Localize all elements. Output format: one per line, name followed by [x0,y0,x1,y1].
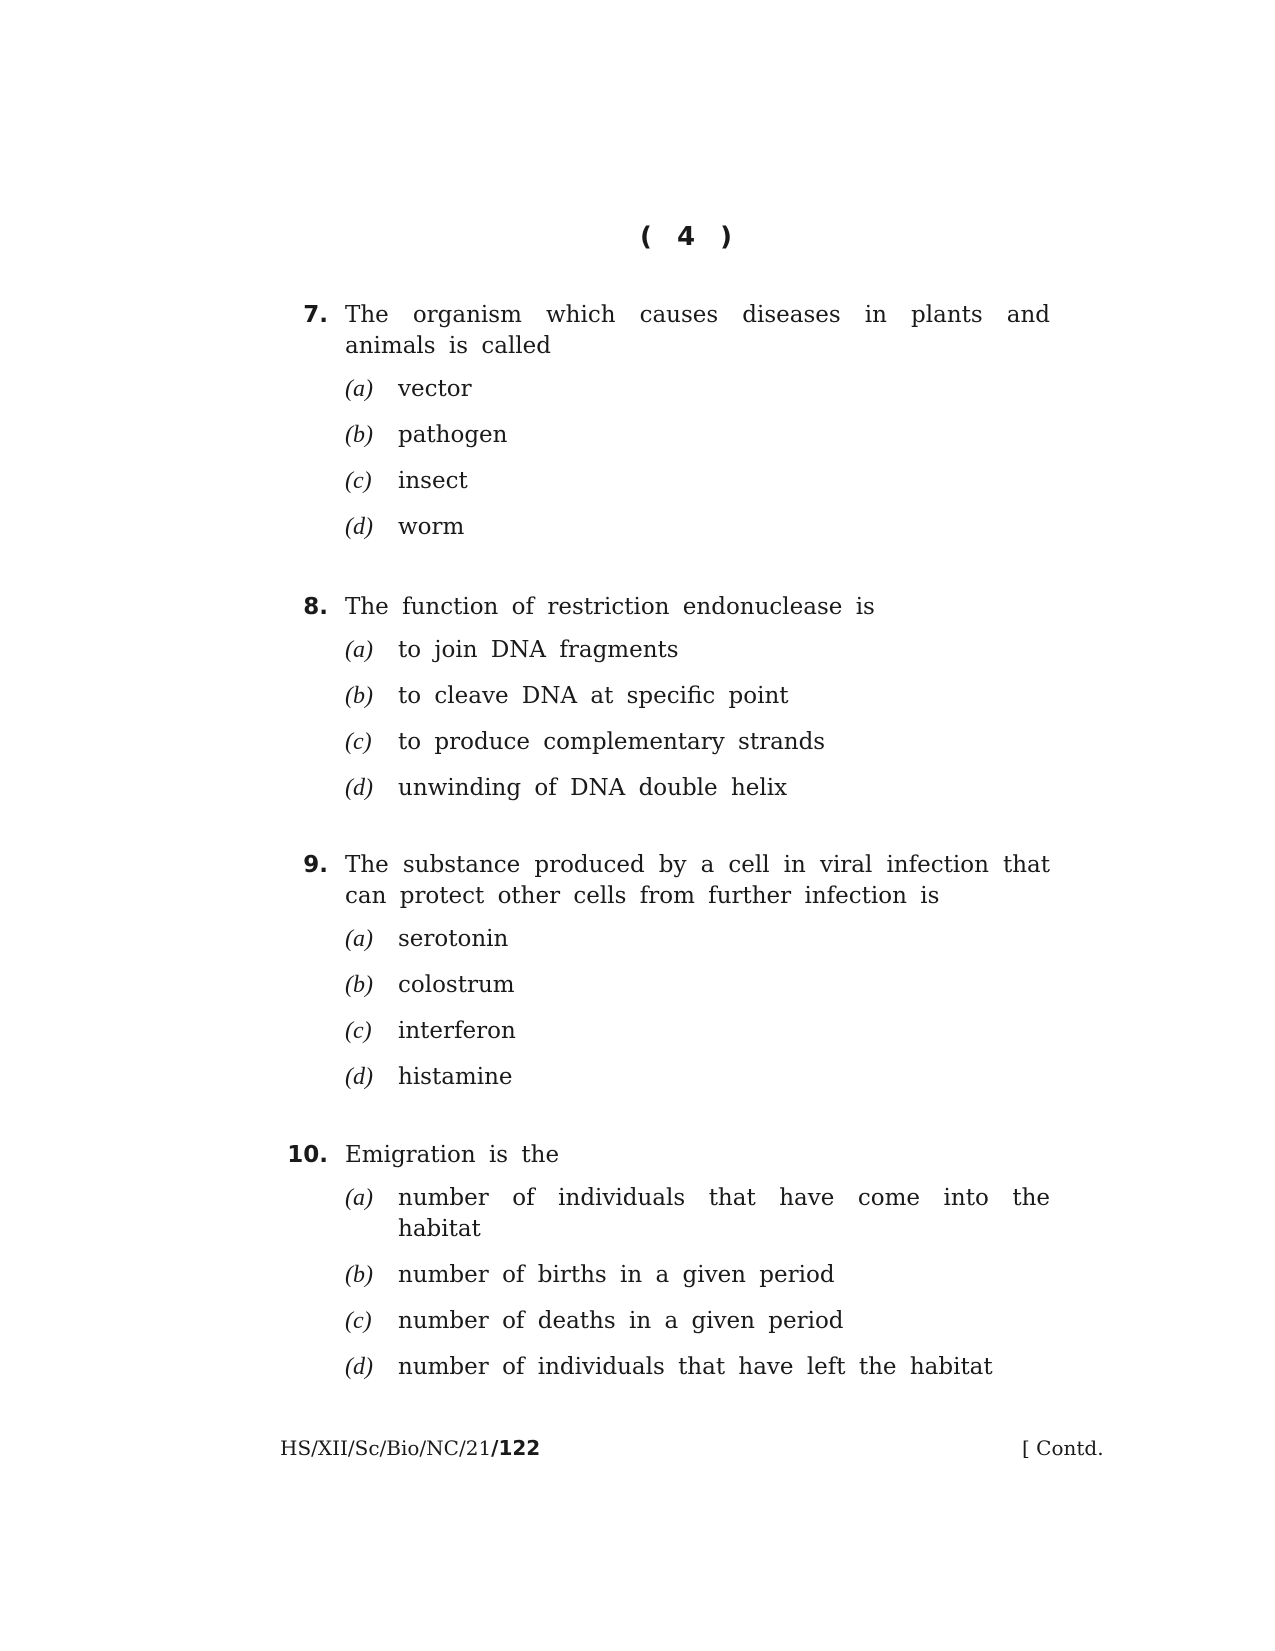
option-text: unwinding of DNA double helix [398,775,788,801]
option-d [345,1062,1050,1093]
option-label: (a) [345,926,373,952]
option-label: (a) [345,376,373,402]
paper-code [280,1434,540,1462]
question-number: 9. [303,852,328,878]
question-number: 8. [303,594,328,620]
option-text: serotonin [398,926,509,952]
question-text: The function of restriction endonuclease is [345,594,875,620]
option-label: (c) [345,729,372,755]
option-label: (b) [345,683,373,709]
option-text: pathogen [398,422,508,448]
option-text: number of individuals that have left the habitat [398,1354,993,1380]
option-c [345,727,1050,758]
option-text: number of individuals that have come into the habitat [398,1185,1050,1242]
options-list [280,635,1050,804]
option-label: (d) [345,1064,373,1090]
option-text: number of deaths in a given period [398,1308,844,1334]
option-text: insect [398,468,468,494]
option-label: (d) [345,514,373,540]
option-label: (c) [345,1018,372,1044]
option-c [345,1016,1050,1047]
option-label: (a) [345,1185,373,1211]
question-text: The organism which causes diseases in plants and animals is called [345,302,1050,359]
paper-code-prefix: HS/XII/Sc/Bio/NC/21 [280,1436,492,1460]
contd-label: [ Contd. [1022,1436,1104,1460]
option-label: (a) [345,637,373,663]
question-text: Emigration is the [345,1142,560,1168]
options-list [280,1183,1050,1383]
question-8 [280,592,1050,819]
option-text: worm [398,514,465,540]
option-a [345,635,1050,666]
option-text: vector [398,376,472,402]
option-a [345,924,1050,955]
option-text: to produce complementary strands [398,729,826,755]
option-text: to join DNA fragments [398,637,679,663]
question-7 [280,300,1050,558]
option-text: interferon [398,1018,516,1044]
question-number: 10. [287,1142,328,1168]
question-text: The substance produced by a cell in viral infection that can protect other cells from further infection is [345,852,1050,909]
option-label: (b) [345,422,373,448]
option-text: histamine [398,1064,513,1090]
option-text: colostrum [398,972,515,998]
option-d [345,1352,1050,1383]
options-list [280,374,1050,543]
option-d [345,773,1050,804]
option-label: (d) [345,1354,373,1380]
option-c [345,466,1050,497]
option-label: (c) [345,1308,372,1334]
question-number: 7. [303,302,328,328]
option-a [345,1183,1050,1245]
options-list [280,924,1050,1093]
option-text: to cleave DNA at specific point [398,683,789,709]
option-b [345,681,1050,712]
option-label: (b) [345,972,373,998]
option-c [345,1306,1050,1337]
option-text: number of births in a given period [398,1262,835,1288]
option-b [345,1260,1050,1291]
question-10 [280,1140,1050,1398]
option-b [345,420,1050,451]
option-label: (c) [345,468,372,494]
option-a [345,374,1050,405]
option-b [345,970,1050,1001]
paper-code-suffix: /122 [491,1436,541,1460]
page-number: ( 4 ) [640,222,740,252]
option-label: (d) [345,775,373,801]
question-9 [280,850,1050,1108]
option-label: (b) [345,1262,373,1288]
option-d [345,512,1050,543]
